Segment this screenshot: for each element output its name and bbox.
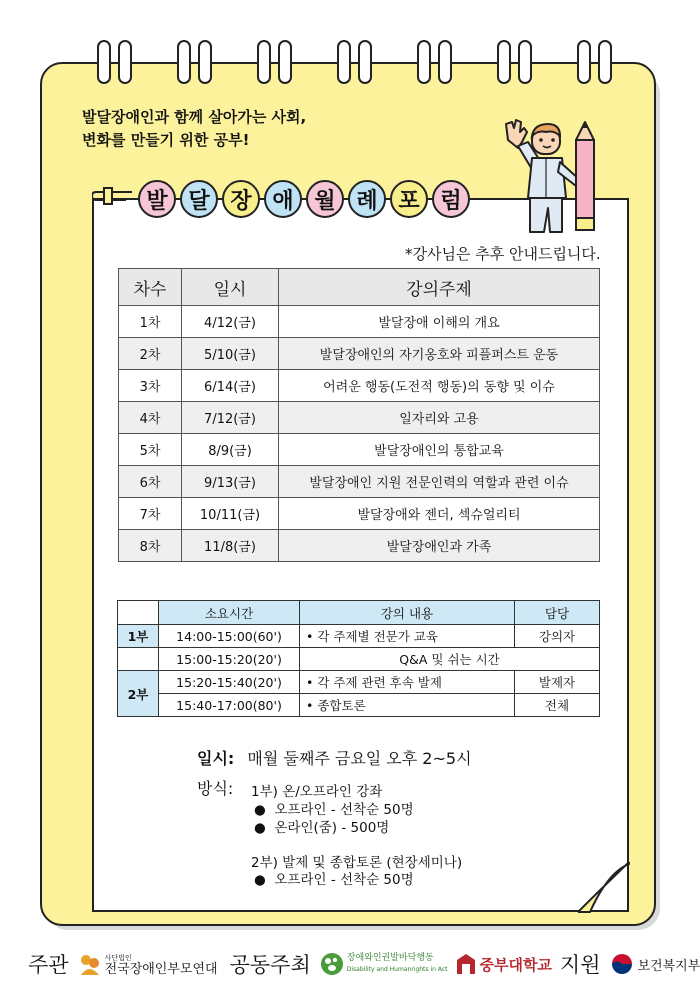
host-org-prefix: 사단법인 (104, 954, 132, 962)
table-row (119, 338, 600, 370)
spiral-ring (577, 40, 591, 84)
spiral-ring (118, 40, 132, 84)
table-header: 강의주제 (279, 269, 600, 306)
time-slot: 15:20-15:40(20') (159, 671, 300, 694)
cohost-org1-english-name: Disability and Humanrights in Act (346, 966, 448, 973)
slot-owner: 전체 (515, 694, 600, 717)
title-char: 애 (264, 180, 302, 218)
session-number: 5차 (119, 434, 182, 466)
lecture-schedule-table (118, 268, 600, 562)
spiral-ring (518, 40, 532, 84)
spiral-ring (417, 40, 431, 84)
table-row (119, 498, 600, 530)
headline-line-1: 발달장애인과 함께 살아가는 사회, (82, 108, 307, 126)
event-time (197, 746, 472, 769)
spiral-ring (497, 40, 511, 84)
table-row (119, 466, 600, 498)
title-char: 례 (348, 180, 386, 218)
session-topic: 발달장애 이해의 개요 (279, 306, 600, 338)
timetable-header: 소요시간 (159, 601, 300, 625)
footer-credits (28, 948, 700, 980)
spiral-ring (438, 40, 452, 84)
parents-union-emblem-icon (77, 951, 103, 977)
title-char: 럼 (432, 180, 470, 218)
table-row (119, 370, 600, 402)
table-row (119, 402, 600, 434)
session-date: 8/9(금) (182, 434, 279, 466)
slot-content: • 각 주제 관련 후속 발제 (300, 671, 515, 694)
title-char: 장 (222, 180, 260, 218)
session-topic: 발달장애와 젠더, 섹슈얼리티 (279, 498, 600, 530)
session-topic: 발달장애인과 가족 (279, 530, 600, 562)
table-header: 일시 (182, 269, 279, 306)
session-date: 10/11(금) (182, 498, 279, 530)
spiral-ring (177, 40, 191, 84)
cohost-org2-name: 중부대학교 (479, 955, 552, 974)
support-label: 지원 (559, 953, 601, 977)
title-char: 월 (306, 180, 344, 218)
session-number: 2차 (119, 338, 182, 370)
page-curl (578, 862, 630, 914)
timetable-row (118, 625, 600, 648)
spiral-ring (278, 40, 292, 84)
time-value: 매월 둘째주 금요일 오후 2~5시 (247, 749, 472, 768)
title-char: 달 (180, 180, 218, 218)
table-row (119, 434, 600, 466)
timetable-header: 담당 (515, 601, 600, 625)
table-row (119, 306, 600, 338)
title-char: 포 (390, 180, 428, 218)
session-number: 1차 (119, 306, 182, 338)
government-emblem-icon (609, 951, 635, 977)
slot-owner: 강의자 (515, 625, 600, 648)
slot-content: • 각 주제별 전문가 교육 (300, 625, 515, 648)
method-label: 방식: (197, 779, 234, 798)
cohost-org1-name: 장애와인권발바닥행동 (346, 953, 434, 963)
host-org-name: 전국장애인부모연대 (104, 962, 218, 977)
session-date: 7/12(금) (182, 402, 279, 434)
spiral-ring (257, 40, 271, 84)
part-2-label: 2부 (118, 671, 159, 717)
session-topic: 어려운 행동(도전적 행동)의 동향 및 이슈 (279, 370, 600, 402)
list-item: ● 오프라인 - 선착순 50명 (254, 802, 414, 818)
session-date: 4/12(금) (182, 306, 279, 338)
part-spacer (118, 648, 159, 671)
time-slot: 15:00-15:20(20') (159, 648, 300, 671)
host-label: 주관 (28, 953, 69, 977)
session-date: 5/10(금) (182, 338, 279, 370)
timetable-corner (118, 601, 159, 625)
spiral-ring (198, 40, 212, 84)
paper-clip-icon (92, 186, 136, 208)
support-org-name: 보건복지부 (637, 958, 700, 974)
spiral-ring (337, 40, 351, 84)
session-date: 11/8(금) (182, 530, 279, 562)
spiral-ring (358, 40, 372, 84)
timetable-row (118, 694, 600, 717)
part-1-label: 1부 (118, 625, 159, 648)
headline-line-2: 변화를 만들기 위한 공부! (82, 131, 250, 149)
session-timetable (117, 600, 600, 717)
time-label: 일시: (197, 749, 235, 768)
session-topic: 발달장애인의 통합교육 (279, 434, 600, 466)
cohost-org2-logo (455, 952, 551, 976)
university-emblem-icon (455, 952, 477, 976)
list-item-text: 오프라인 - 선착순 50명 (274, 872, 414, 888)
table-header: 차수 (119, 269, 182, 306)
cohost-org1-logo (319, 951, 448, 977)
session-date: 9/13(금) (182, 466, 279, 498)
forum-title (138, 176, 470, 222)
time-slot: 14:00-15:00(60') (159, 625, 300, 648)
session-topic: 발달장애인의 자기옹호와 피플퍼스트 운동 (279, 338, 600, 370)
list-item: ● 온라인(줌) - 500명 (254, 820, 390, 836)
headline (82, 106, 306, 152)
session-topic: 발달장애인 지원 전문인력의 역할과 관련 이슈 (279, 466, 600, 498)
spiral-ring (598, 40, 612, 84)
host-org-logo (77, 951, 218, 977)
support-org-logo (609, 951, 700, 977)
timetable-row (118, 671, 600, 694)
table-header-row (119, 269, 600, 306)
timetable-row (118, 648, 600, 671)
time-slot: 15:40-17:00(80') (159, 694, 300, 717)
title-char: 발 (138, 180, 176, 218)
session-number: 3차 (119, 370, 182, 402)
session-number: 6차 (119, 466, 182, 498)
list-item: ● 오프라인 - 선착순 50명 (254, 872, 414, 888)
session-number: 4차 (119, 402, 182, 434)
session-number: 7차 (119, 498, 182, 530)
session-number: 8차 (119, 530, 182, 562)
part1-method: 1부) 온/오프라인 강좌 (251, 784, 383, 800)
slot-content: • 종합토론 (300, 694, 515, 717)
slot-content: Q&A 및 쉬는 시간 (300, 648, 600, 671)
footprint-emblem-icon (319, 951, 345, 977)
list-item-text: 오프라인 - 선착순 50명 (274, 802, 414, 818)
part2-method: 2부) 발제 및 종합토론 (현장세미나) (251, 855, 463, 871)
session-topic: 일자리와 고용 (279, 402, 600, 434)
slot-owner: 발제자 (515, 671, 600, 694)
cohost-label: 공동주최 (229, 953, 311, 977)
timetable-header: 강의 내용 (300, 601, 515, 625)
session-date: 6/14(금) (182, 370, 279, 402)
spiral-ring (97, 40, 111, 84)
lecturer-note: *강사님은 추후 안내드립니다. (405, 245, 601, 263)
timetable-header-row (118, 601, 600, 625)
person-with-pencil-illustration (496, 118, 616, 240)
table-row (119, 530, 600, 562)
list-item-text: 온라인(줌) - 500명 (274, 820, 390, 836)
